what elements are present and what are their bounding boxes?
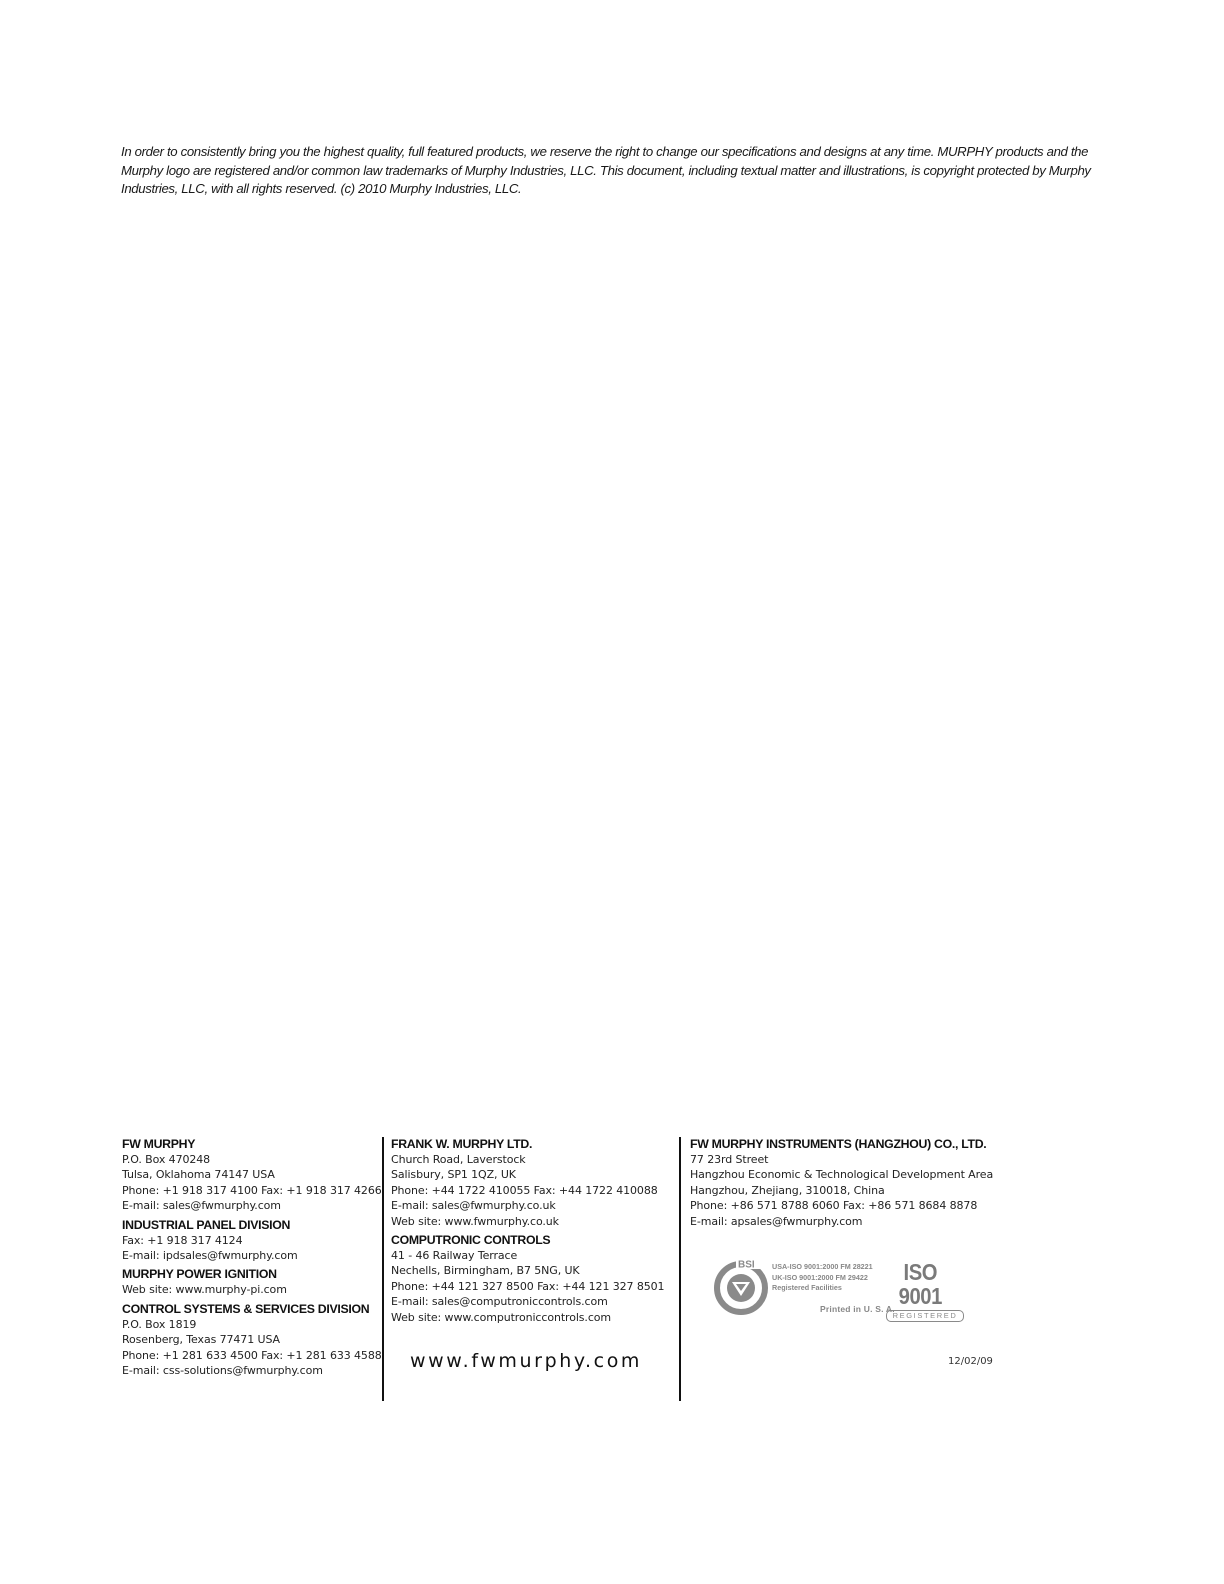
email-line: E-mail: sales@fwmurphy.com — [122, 1199, 281, 1213]
email-line: E-mail: apsales@fwmurphy.com — [690, 1214, 863, 1228]
address-line: 41 - 46 Railway Terrace — [391, 1249, 518, 1263]
address-line: P.O. Box 1819 — [122, 1317, 197, 1331]
company-heading: CONTROL SYSTEMS & SERVICES DIVISION — [122, 1301, 370, 1316]
address-block-fw-murphy — [122, 1137, 380, 1214]
iso-9001-badge — [886, 1260, 964, 1322]
column-divider — [382, 1137, 384, 1401]
address-line: P.O. Box 470248 — [122, 1153, 211, 1166]
printed-in-label: Printed in U. S. A. — [820, 1304, 895, 1314]
address-line: Hangzhou Economic & Technological Development Area — [690, 1168, 994, 1182]
company-heading: FW MURPHY INSTRUMENTS (HANGZHOU) CO., LTD. — [690, 1137, 987, 1151]
iso-registered-label: REGISTERED — [886, 1310, 964, 1322]
address-block-computronic — [391, 1233, 676, 1325]
registration-info — [772, 1262, 897, 1294]
column-divider — [679, 1137, 681, 1401]
website-url: www.fwmurphy.com — [410, 1350, 643, 1372]
address-column-china — [690, 1137, 1010, 1229]
address-line: Rosenberg, Texas 77471 USA — [122, 1333, 280, 1347]
address-line: Tulsa, Oklahoma 74147 USA — [122, 1168, 275, 1182]
company-heading: FRANK W. MURPHY LTD. — [391, 1137, 533, 1151]
fax-line: Fax: +1 918 317 4124 — [122, 1233, 243, 1247]
phone-line: Phone: +86 571 8788 6060 Fax: +86 571 8684 8878 — [690, 1199, 978, 1213]
address-line: Salisbury, SP1 1QZ, UK — [391, 1168, 516, 1182]
email-line: E-mail: ipdsales@fwmurphy.com — [122, 1249, 298, 1263]
website-line: Web site: www.computroniccontrols.com — [391, 1310, 612, 1324]
address-line: 77 23rd Street — [690, 1153, 769, 1166]
document-date: 12/02/09 — [948, 1356, 993, 1367]
address-column-uk — [391, 1137, 676, 1325]
registration-line: UK-ISO 9001:2000 FM 29422 — [772, 1272, 868, 1282]
address-column-us — [122, 1137, 380, 1378]
registration-line: USA-ISO 9001:2000 FM 28221 — [772, 1262, 873, 1271]
company-heading: MURPHY POWER IGNITION — [122, 1267, 277, 1282]
address-block-power-ignition — [122, 1267, 380, 1297]
phone-line: Phone: +44 121 327 8500 Fax: +44 121 327 8501 — [391, 1279, 665, 1293]
phone-line: Phone: +1 281 633 4500 Fax: +1 281 633 4588 — [122, 1348, 382, 1362]
address-line: Church Road, Laverstock — [391, 1153, 526, 1166]
company-heading: COMPUTRONIC CONTROLS — [391, 1233, 551, 1248]
address-block-frank-murphy — [391, 1137, 676, 1229]
address-line: Nechells, Birmingham, B7 5NG, UK — [391, 1264, 580, 1278]
email-line: E-mail: sales@fwmurphy.co.uk — [391, 1199, 556, 1213]
address-block-control-systems — [122, 1302, 380, 1379]
registration-line: Registered Facilities — [772, 1283, 842, 1292]
website-line: Web site: www.fwmurphy.co.uk — [391, 1214, 559, 1228]
phone-line: Phone: +44 1722 410055 Fax: +44 1722 410088 — [391, 1183, 658, 1197]
copyright-disclaimer: In order to consistently bring you the highest quality, full featured products, we reserve the right to change our specifications and designs at any time. MURPHY products and the Murphy logo are registered and/or common law trademarks of Murphy Industries, LLC. This document, including textual matter and illustrations, is copyright protected by Murphy Industries, LLC, with all rights reserved. (c) 2010 Murphy Industries, LLC. — [121, 144, 1091, 196]
company-heading: FW MURPHY — [122, 1137, 196, 1151]
bsi-logo-icon — [714, 1258, 770, 1316]
bsi-label: BSI — [738, 1259, 755, 1271]
address-block-hangzhou — [690, 1137, 1010, 1229]
website-line: Web site: www.murphy-pi.com — [122, 1283, 287, 1297]
address-line: Hangzhou, Zhejiang, 310018, China — [690, 1183, 885, 1197]
company-heading: INDUSTRIAL PANEL DIVISION — [122, 1217, 291, 1232]
iso-title: ISO 9001 — [898, 1259, 942, 1309]
address-block-industrial-panel — [122, 1218, 380, 1264]
email-line: E-mail: css-solutions@fwmurphy.com — [122, 1364, 323, 1378]
email-line: E-mail: sales@computroniccontrols.com — [391, 1295, 608, 1309]
phone-line: Phone: +1 918 317 4100 Fax: +1 918 317 4266 — [122, 1183, 382, 1197]
